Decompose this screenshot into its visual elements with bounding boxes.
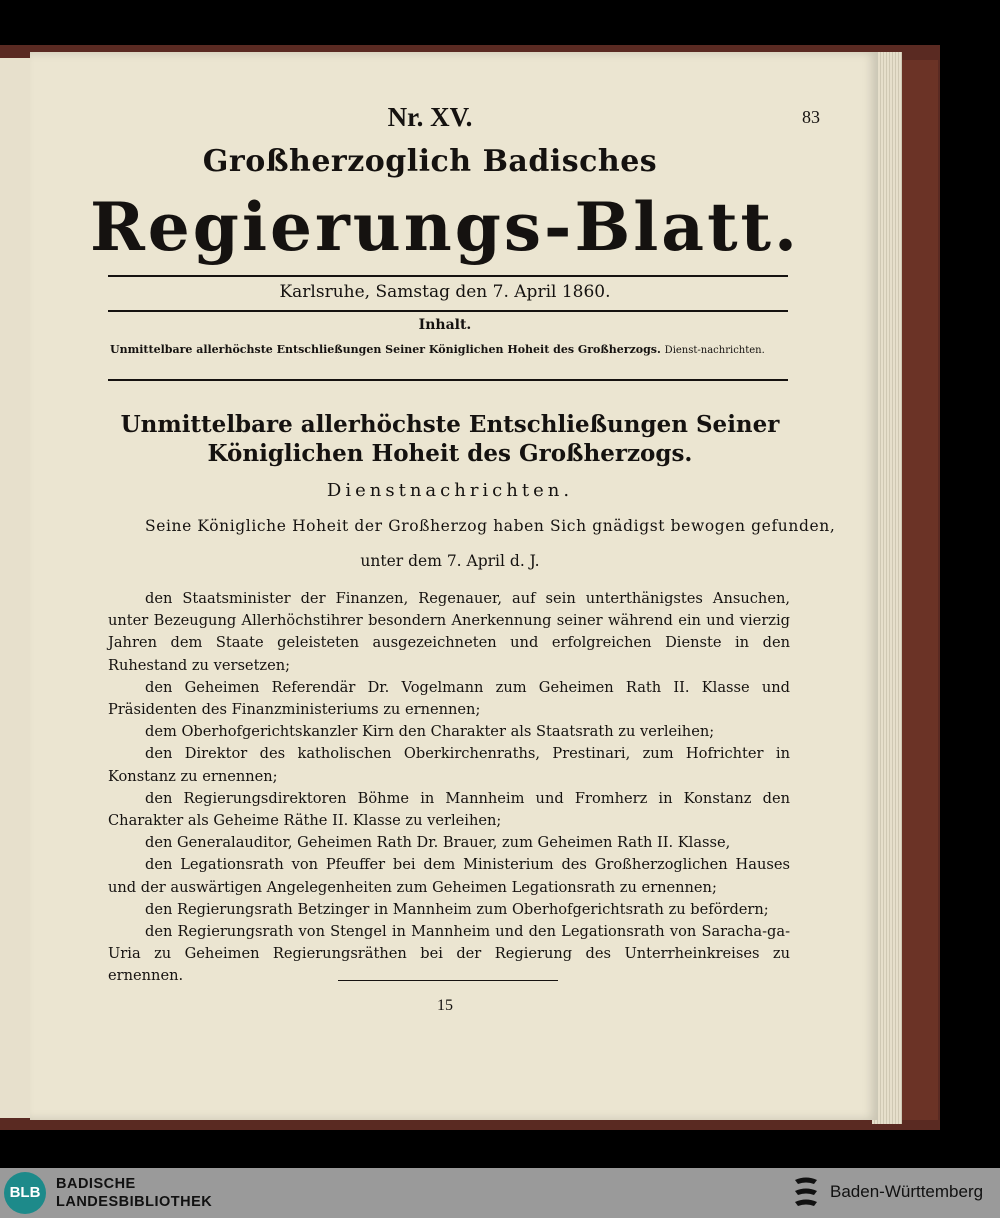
paragraph: den Regierungsrath Betzinger in Mannheim zum Oberhofgerichtsrath zu befördern; xyxy=(145,900,769,918)
paragraph: den Staatsminister der Finanzen, Regenauer, auf sein unterthänigstes Ansuchen, unter Bezeugung Allerhöchstihrer besondern Anerkennung seiner während ein und vierzig Jahren dem Staate geleisteten ausgezeichneten und erfolgreichen Dienste in den Ruhestand zu versetzen; xyxy=(108,590,790,674)
page-number: 83 xyxy=(802,107,820,127)
section-intro: Seine Königliche Hoheit der Großherzog haben Sich gnädigst bewogen gefunden, xyxy=(145,517,836,535)
left-page-edge xyxy=(0,58,31,1118)
body-text xyxy=(108,588,790,988)
paragraph: den Direktor des katholischen Oberkirchenraths, Prestinari, zum Hofrichter in Konstanz zu ernennen; xyxy=(108,745,790,785)
paragraph: dem Oberhofgerichtskanzler Kirn den Charakter als Staatsrath zu verleihen; xyxy=(145,723,715,741)
contents-heading: Inhalt. xyxy=(418,317,472,333)
footer-bar xyxy=(0,1168,1000,1218)
lions-crest-icon xyxy=(792,1174,820,1212)
blb-name-line2: LANDESBIBLIOTHEK xyxy=(56,1194,213,1210)
dateline: Karlsruhe, Samstag den 7. April 1860. xyxy=(279,282,611,302)
rule-date xyxy=(108,310,788,312)
section-date: unter dem 7. April d. J. xyxy=(360,552,540,570)
rule-top xyxy=(108,275,788,277)
footer-rule xyxy=(338,980,558,981)
cover-edge xyxy=(902,60,938,1120)
section-subtitle: Dienstnachrichten. xyxy=(326,480,574,501)
paragraph: den Legationsrath von Pfeuffer bei dem Ministerium des Großherzoglichen Hauses und der auswärtigen Angelegenheiten zum Geheimen Legationsrath zu ernennen; xyxy=(108,856,790,896)
blb-name[interactable] xyxy=(56,1175,212,1211)
masthead-title: Regierungs-Blatt. xyxy=(89,188,801,266)
contents-small: Dienst-nachrichten. xyxy=(664,345,765,356)
blb-logo[interactable]: BLB xyxy=(4,1172,46,1214)
document-page xyxy=(30,52,878,1120)
issue-number: Nr. XV. xyxy=(387,102,473,132)
paragraph: den Geheimen Referendär Dr. Vogelmann zum Geheimen Rath II. Klasse und Präsidenten des Finanzministeriums zu ernennen; xyxy=(108,678,790,719)
blb-name-line1: BADISCHE xyxy=(56,1176,136,1192)
contents-text xyxy=(110,340,790,360)
section-title: Unmittelbare allerhöchste Entschließungen Seiner Königlichen Hoheit des Großherzogs. xyxy=(120,411,780,467)
paragraph: den Generalauditor, Geheimen Rath Dr. Brauer, zum Geheimen Rath II. Klasse, xyxy=(145,834,731,852)
signature-number: 15 xyxy=(437,997,453,1014)
paragraph: den Regierungsrath von Stengel in Mannheim und den Legationsrath von Saracha-ga-Uria zu Geheimen Regierungsräthen bei der Regierung des Unterrheinkreises zu ernennen. xyxy=(108,923,790,985)
masthead-subtitle: Großherzoglich Badisches xyxy=(202,144,658,179)
paragraph: den Regierungsdirektoren Böhme in Mannheim und Fromherz in Konstanz den Charakter als Geheime Räthe II. Klasse zu verleihen; xyxy=(108,789,790,830)
bw-name[interactable]: Baden-Württemberg xyxy=(830,1182,984,1201)
contents-main: Unmittelbare allerhöchste Entschließungen Seiner Königlichen Hoheit des Großherzogs. xyxy=(110,343,661,356)
rule-contents xyxy=(108,379,788,381)
